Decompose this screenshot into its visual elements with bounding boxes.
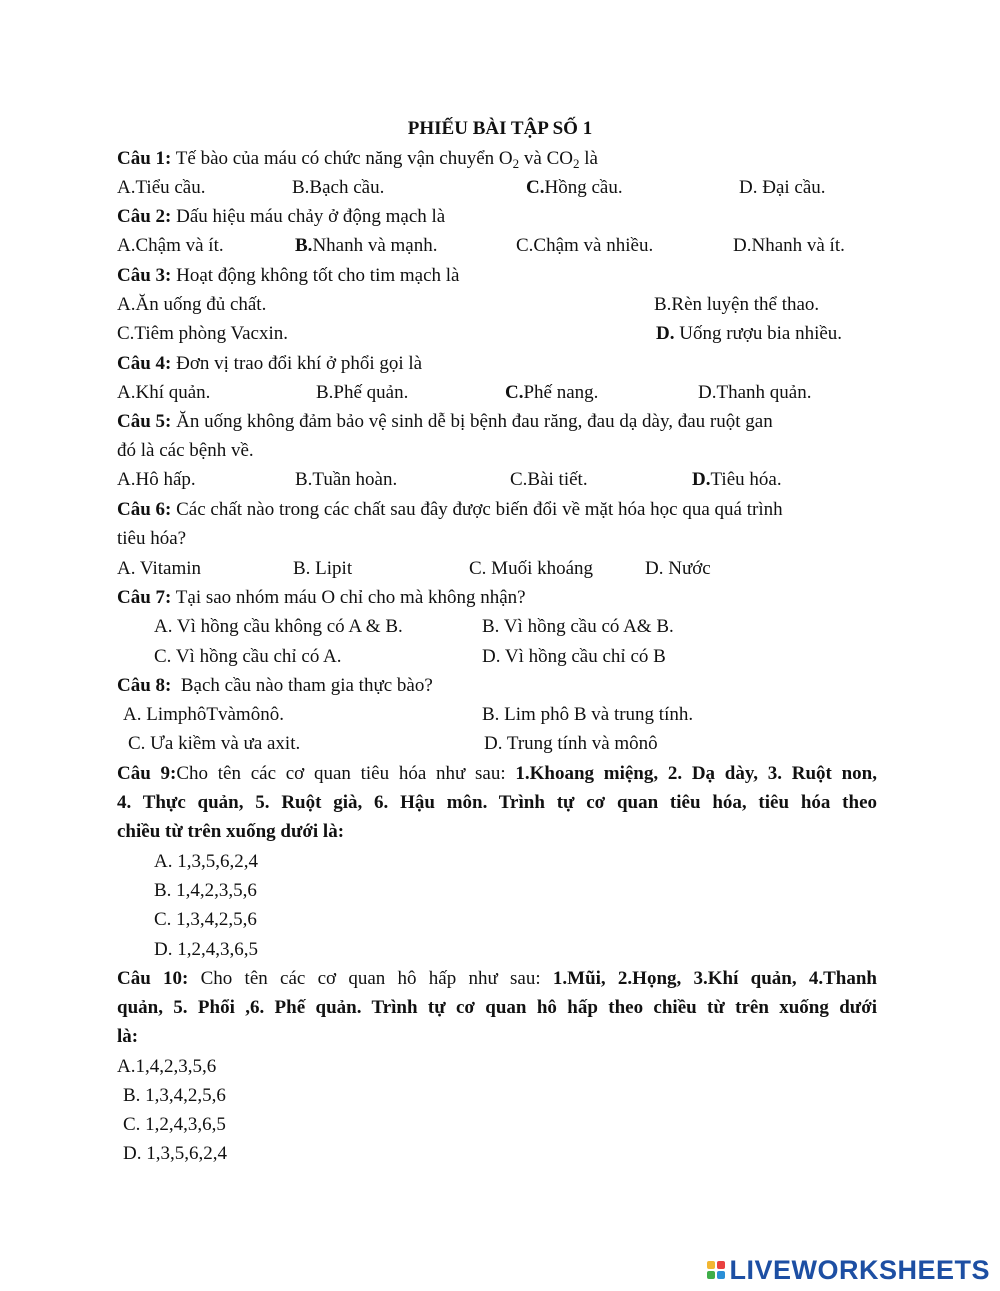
- question-8: [117, 672, 877, 700]
- q1-option-d[interactable]: D. Đại cầu.: [739, 177, 826, 198]
- q7-option-d[interactable]: D. Vì hồng cầu chỉ có B: [482, 646, 666, 667]
- q10-option-c[interactable]: C. 1,2,4,3,6,5: [123, 1114, 226, 1135]
- option-letter: C.: [505, 382, 524, 403]
- question-text: Dấu hiệu máu chảy ở động mạch là: [171, 206, 446, 227]
- q4-option-d[interactable]: D.Thanh quản.: [698, 382, 812, 403]
- subscript: 2: [512, 156, 520, 171]
- subscript: 2: [572, 156, 580, 171]
- q2-option-c[interactable]: C.Chậm và nhiều.: [516, 235, 654, 256]
- q6-option-d[interactable]: D. Nước: [645, 558, 711, 579]
- option-text: Phế nang.: [523, 382, 599, 403]
- question-3: [117, 262, 877, 290]
- question-label: Câu 8:: [117, 675, 172, 696]
- q4-option-c[interactable]: [505, 379, 598, 407]
- q8-option-b[interactable]: B. Lim phô B và trung tính.: [482, 704, 694, 725]
- q7-option-c[interactable]: C. Vì hồng cầu chỉ có A.: [154, 646, 342, 667]
- question-text: Tế bào của máu có chức năng vận chuyển O: [171, 148, 513, 169]
- q8-option-d[interactable]: D. Trung tính và mônô: [484, 733, 658, 754]
- q9-option-d[interactable]: D. 1,2,4,3,6,5: [154, 939, 258, 960]
- question-9-cont: 4. Thực quản, 5. Ruột già, 6. Hậu môn. Trình tự cơ quan tiêu hóa, tiêu hóa theo: [117, 792, 877, 813]
- option-text: Uống rượu bia nhiều.: [674, 323, 843, 344]
- logo-text: LIVEWORKSHEETS: [729, 1254, 990, 1285]
- q3-option-b[interactable]: B.Rèn luyện thể thao.: [654, 294, 820, 315]
- q1-option-c[interactable]: [526, 174, 623, 202]
- question-label: Câu 1:: [117, 148, 172, 169]
- logo-blocks-icon: [707, 1261, 725, 1279]
- question-text: Các chất nào trong các chất sau đây được biến đổi về mặt hóa học qua quá trình: [171, 499, 783, 520]
- question-6: [117, 496, 877, 524]
- question-6-cont: tiêu hóa?: [117, 528, 187, 549]
- question-text: và CO: [519, 148, 573, 169]
- question-bold-text: 1.Mũi, 2.Họng, 3.Khí quản, 4.Thanh: [552, 968, 877, 989]
- question-10-cont: là:: [117, 1026, 139, 1047]
- q5-option-b[interactable]: B.Tuần hoàn.: [295, 469, 398, 490]
- liveworksheets-logo: [707, 1255, 990, 1285]
- question-10: [117, 965, 877, 993]
- option-letter: D.: [656, 323, 675, 344]
- q5-option-a[interactable]: A.Hô hấp.: [117, 469, 196, 490]
- q5-option-d[interactable]: [692, 466, 782, 494]
- question-5: [117, 408, 877, 436]
- question-1: [117, 145, 877, 173]
- question-text: Tại sao nhóm máu O chỉ cho mà không nhận?: [171, 587, 526, 608]
- question-text: là: [579, 148, 598, 169]
- question-label: Câu 6:: [117, 499, 172, 520]
- question-text: Bạch cầu nào tham gia thực bào?: [171, 675, 433, 696]
- option-text: Hồng cầu.: [544, 177, 623, 198]
- option-letter: D.: [692, 469, 711, 490]
- option-text: Nhanh và mạnh.: [312, 235, 438, 256]
- question-label: Câu 3:: [117, 265, 172, 286]
- q5-option-c[interactable]: C.Bài tiết.: [510, 469, 588, 490]
- question-text: Cho tên các cơ quan tiêu hóa như sau:: [176, 763, 516, 784]
- worksheet-title: PHIẾU BÀI TẬP SỐ 1: [407, 118, 593, 139]
- q3-option-d[interactable]: [656, 320, 842, 348]
- q7-option-b[interactable]: B. Vì hồng cầu có A& B.: [482, 616, 674, 637]
- question-label: Câu 4:: [117, 353, 172, 374]
- q10-option-a[interactable]: A.1,4,2,3,5,6: [117, 1056, 217, 1077]
- q2-option-a[interactable]: A.Chậm và ít.: [117, 235, 224, 256]
- question-7: [117, 584, 877, 612]
- q8-option-a[interactable]: A. LimphôTvàmônô.: [123, 704, 284, 725]
- q2-option-d[interactable]: D.Nhanh và ít.: [733, 235, 845, 256]
- q9-option-c[interactable]: C. 1,3,4,2,5,6: [154, 909, 257, 930]
- q4-option-b[interactable]: B.Phế quản.: [316, 382, 409, 403]
- question-text: Ăn uống không đảm bảo vệ sinh dễ bị bệnh đau răng, đau dạ dày, đau ruột gan: [171, 411, 773, 432]
- question-2: [117, 203, 877, 231]
- option-text: Tiêu hóa.: [710, 469, 782, 490]
- q6-option-c[interactable]: C. Muối khoáng: [469, 558, 594, 579]
- q4-option-a[interactable]: A.Khí quản.: [117, 382, 211, 403]
- q3-option-c[interactable]: C.Tiêm phòng Vacxin.: [117, 323, 289, 344]
- q9-option-b[interactable]: B. 1,4,2,3,5,6: [154, 880, 257, 901]
- question-text: Hoạt động không tốt cho tim mạch là: [171, 265, 460, 286]
- question-9-cont: chiều từ trên xuống dưới là:: [117, 821, 345, 842]
- q10-option-d[interactable]: D. 1,3,5,6,2,4: [123, 1143, 227, 1164]
- question-4: [117, 350, 877, 378]
- q1-option-b[interactable]: B.Bạch cầu.: [292, 177, 385, 198]
- question-label: Câu 5:: [117, 411, 172, 432]
- question-text: Cho tên các cơ quan hô hấp như sau:: [188, 968, 553, 989]
- q8-option-c[interactable]: C. Ưa kiềm và ưa axit.: [128, 733, 301, 754]
- question-10-cont: quản, 5. Phổi ,6. Phế quản. Trình tự cơ quan hô hấp theo chiều từ trên xuống dưới: [117, 997, 877, 1018]
- question-label: Câu 9:: [117, 763, 177, 784]
- question-9: [117, 760, 877, 788]
- question-label: Câu 10:: [117, 968, 189, 989]
- q6-option-a[interactable]: A. Vitamin: [117, 558, 202, 579]
- option-letter: C.: [526, 177, 545, 198]
- question-label: Câu 7:: [117, 587, 172, 608]
- q9-option-a[interactable]: A. 1,3,5,6,2,4: [154, 851, 258, 872]
- q3-option-a[interactable]: A.Ăn uống đủ chất.: [117, 294, 267, 315]
- q1-option-a[interactable]: A.Tiểu cầu.: [117, 177, 206, 198]
- question-label: Câu 2:: [117, 206, 172, 227]
- option-letter: B.: [295, 235, 313, 256]
- question-text: Đơn vị trao đổi khí ở phổi gọi là: [171, 353, 423, 374]
- q10-option-b[interactable]: B. 1,3,4,2,5,6: [123, 1085, 226, 1106]
- question-bold-text: 1.Khoang miệng, 2. Dạ dày, 3. Ruột non,: [515, 763, 877, 784]
- q2-option-b[interactable]: [295, 232, 438, 260]
- question-5-cont: đó là các bệnh về.: [117, 440, 254, 461]
- q7-option-a[interactable]: A. Vì hồng cầu không có A & B.: [154, 616, 403, 637]
- q6-option-b[interactable]: B. Lipit: [293, 558, 353, 579]
